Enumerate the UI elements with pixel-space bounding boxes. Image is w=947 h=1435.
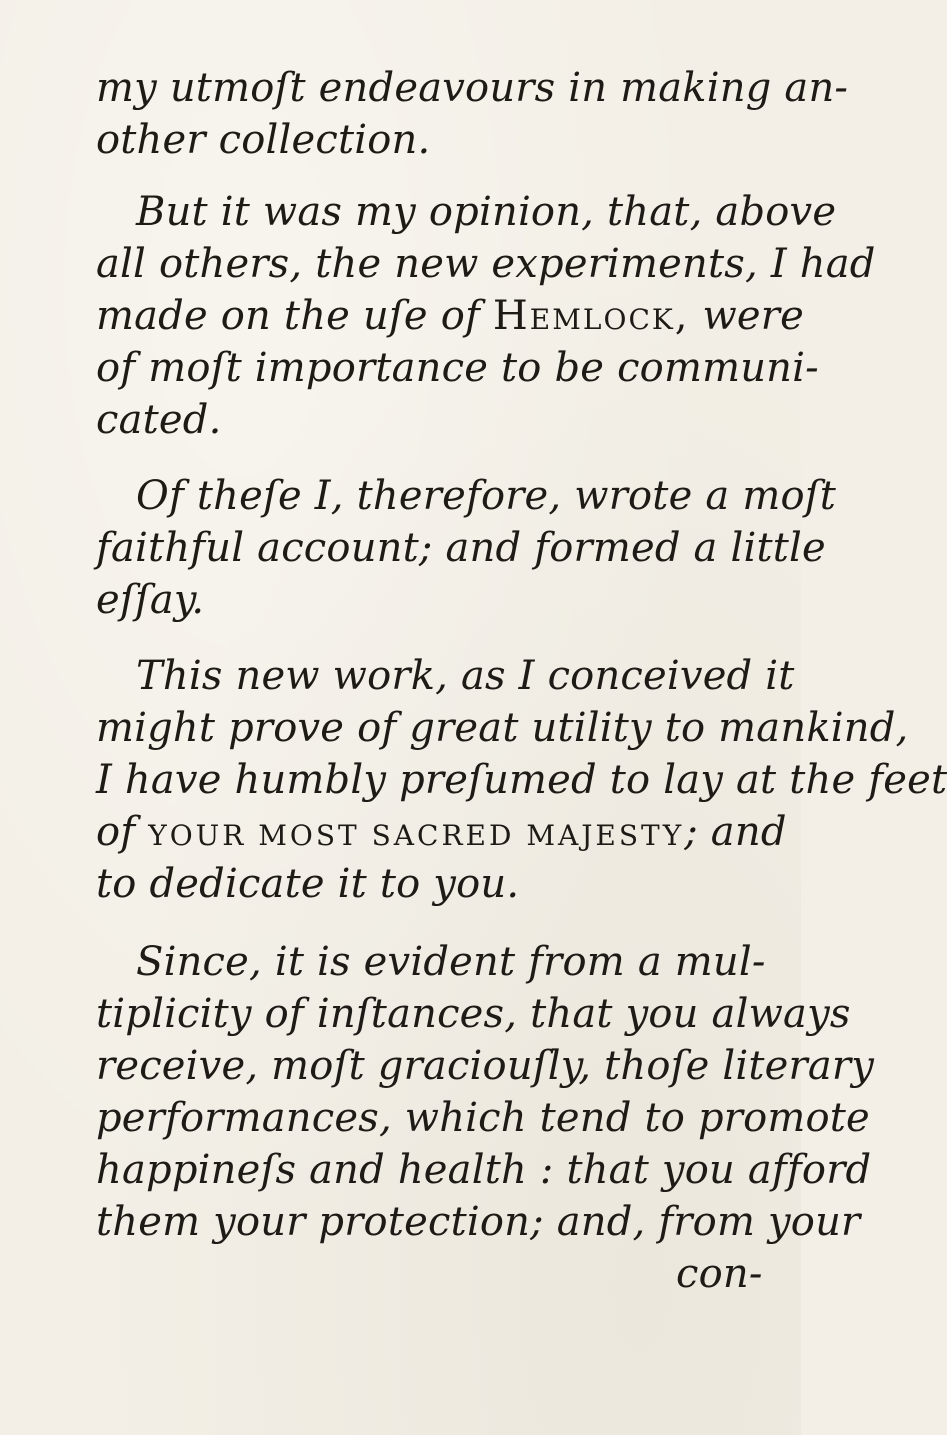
text-line: other collection. [96,117,431,163]
text-line [96,806,787,862]
text-line: happineſs and health : that you afford [96,1147,872,1193]
text-line: them your protection; and, from your [96,1199,861,1245]
text-line: my utmoſt endeavours in making an- [96,65,849,111]
text-line: But it was my opinion, that, above [136,189,837,235]
text-line: faithful account; and formed a little [96,525,826,571]
text-line: This new work, as I conceived it [136,653,795,699]
text-line: Since, it is evident from a mul- [136,939,766,985]
text-line: might prove of great utility to mankind, [96,705,909,751]
text-line: Of theſe I, therefore, wrote a moſt [136,473,837,519]
text-line: performances, which tend to promote [96,1095,870,1141]
catchword: con- [676,1251,763,1297]
text-line: all others, the new experiments, I had [96,241,876,287]
text-span: made on the uſe of [96,293,480,339]
small-caps-word: Hemlock, [492,293,690,339]
text-line: I have humbly preſumed to lay at the feet [96,757,947,803]
text-line: tiplicity of inſtances, that you always [96,991,851,1037]
text-line [96,290,804,342]
text-span: ; and [684,809,787,855]
text-line: to dedicate it to you. [96,861,520,907]
text-line: of moſt importance to be communi- [96,345,819,391]
text-span: of [96,809,136,855]
text-line: receive, moſt graciouſly, thoſe literary [96,1043,875,1089]
text-line: eſſay. [96,577,205,623]
text-line: cated. [96,397,222,443]
text-span: were [702,293,804,339]
small-caps-title: YOUR MOST SACRED MAJESTY [148,819,685,852]
